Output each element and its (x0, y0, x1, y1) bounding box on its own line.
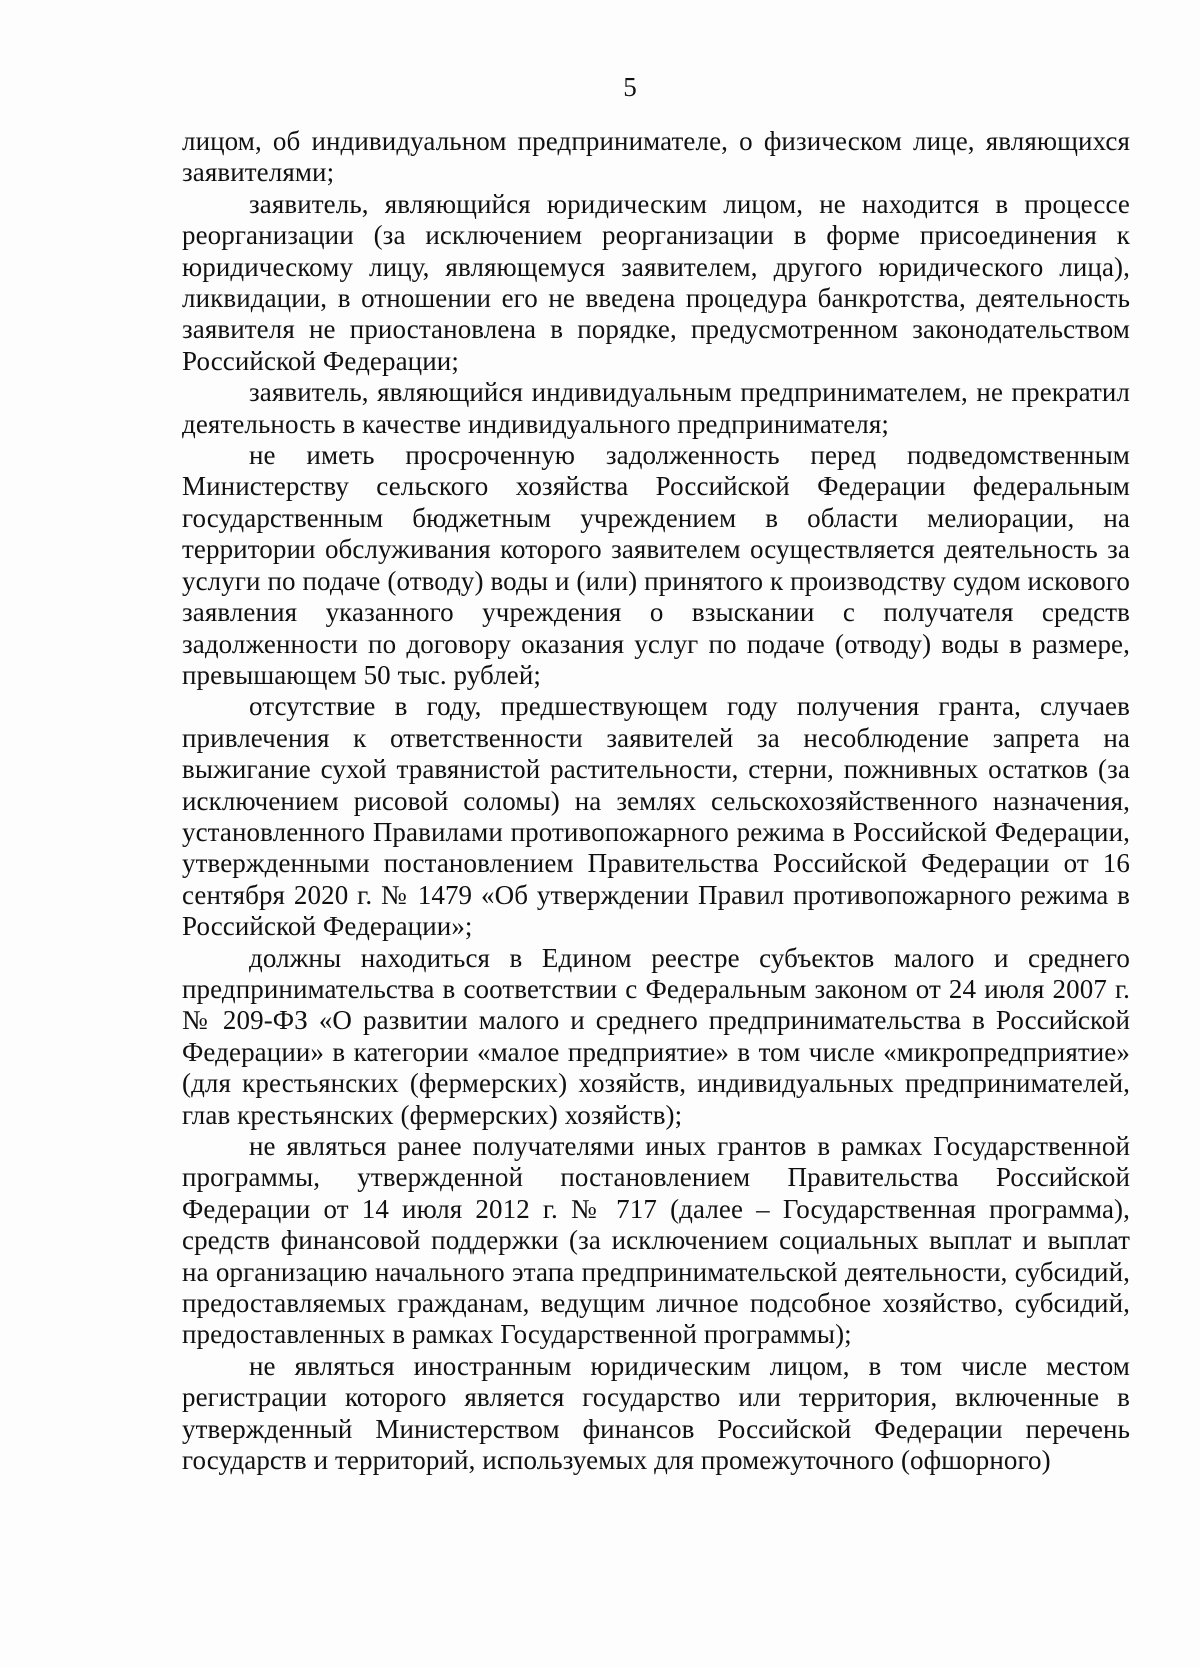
paragraph-fire-rules: отсутствие в году, предшествующем году получения гранта, случаев привлечения к ответственности заявителей за несоблюдение запрета на выжигание сухой травянистой растительности, стерни, пожнивных остатков (за исключением рисовой соломы) на землях сельскохозяйственного назначения, установленного Правилами противопожарного режима в Российской Федерации, утвержденными постановлением Правительства Российской Федерации от 16 сентября 2020 г. № 1479 «Об утверждении Правил противопожарного режима в Российской Федерации»; (182, 691, 1130, 942)
paragraph-sme-registry: должны находиться в Едином реестре субъектов малого и среднего предпринимательства в соответствии с Федеральным законом от 24 июля 2007 г. № 209-ФЗ «О развитии малого и среднего предпринимательства в Российской Федерации» в категории «малое предприятие» в том числе «микропредприятие» (для крестьянских (фермерских) хозяйств, индивидуальных предпринимателей, глав крестьянских (фермерских) хозяйств); (182, 942, 1130, 1130)
paragraph-foreign-entity: не являться иностранным юридическим лицом, в том числе местом регистрации которого является государство или территория, включенные в утвержденный Министерством финансов Российской Федерации перечень государств и территорий, используемых для промежуточного (офшорного) (182, 1350, 1130, 1476)
paragraph-reorganization: заявитель, являющийся юридическим лицом, не находится в процессе реорганизации (за исключением реорганизации в форме присоединения к юридическому лицу, являющемуся заявителем, другого юридического лица), ликвидации, в отношении его не введена процедура банкротства, деятельность заявителя не приостановлена в порядке, предусмотренном законодательством Российской Федерации; (182, 188, 1130, 376)
paragraph-continuation: лицом, об индивидуальном предпринимателе, о физическом лице, являющихся заявителями; (182, 126, 1130, 188)
page-number: 5 (623, 72, 637, 102)
paragraph-debt: не иметь просроченную задолженность перед подведомственным Министерству сельского хозяйства Российской Федерации федеральным государственным бюджетным учреждением в области мелиорации, на территории обслуживания которого заявителем осуществляется деятельность за услуги по подаче (отводу) воды и (или) принятого к производству судом искового заявления указанного учреждения о взыскании с получателя средств задолженности по договору оказания услуг по подаче (отводу) воды в размере, превышающем 50 тыс. рублей; (182, 440, 1130, 690)
paragraph-previous-grants: не являться ранее получателями иных грантов в рамках Государственной программы, утвержденной постановлением Правительства Российской Федерации от 14 июля 2012 г. № 717 (далее – Государственная программа), средств финансовой поддержки (за исключением социальных выплат и выплат на организацию начального этапа предпринимательской деятельности, субсидий, предоставляемых гражданам, ведущим личное подсобное хозяйство, субсидий, предоставленных в рамках Государственной программы); (182, 1131, 1130, 1350)
paragraph-entrepreneur-status: заявитель, являющийся индивидуальным предпринимателем, не прекратил деятельность в качестве индивидуального предпринимателя; (182, 377, 1130, 439)
document-body (182, 126, 1130, 1476)
